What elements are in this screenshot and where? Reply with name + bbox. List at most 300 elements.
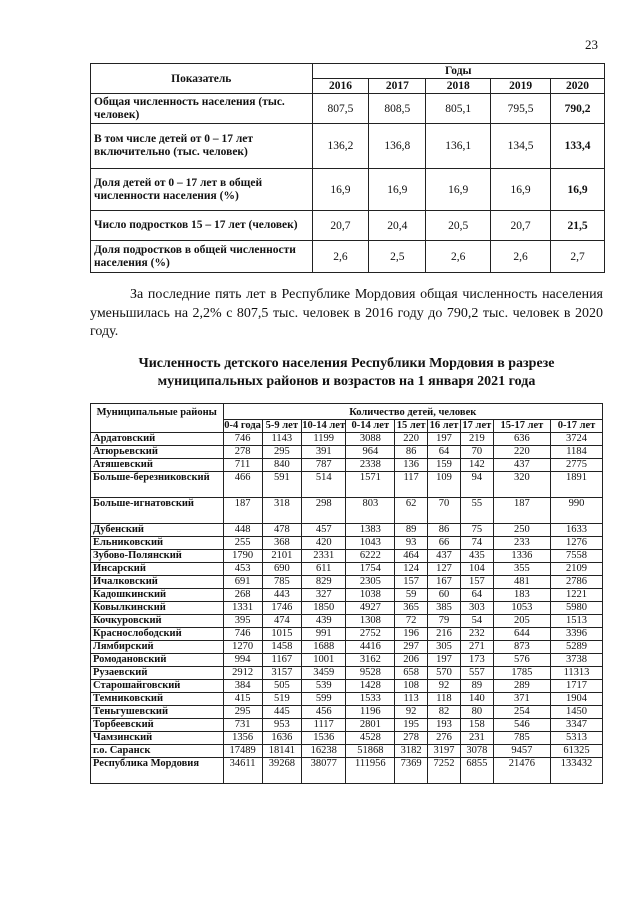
table-row	[91, 472, 603, 498]
age-header: 0-17 лет	[551, 420, 603, 433]
table-cell: 1533	[346, 693, 395, 706]
summary-text: За последние пять лет в Республике Мордовия общая численность населения уменьшилась на 2,2% с 807,5 тыс. человек в 2016 году до 790,2 тыс. человек в 2020 году.	[90, 287, 603, 339]
table-cell: 295	[262, 446, 301, 459]
table-cell: 318	[262, 498, 301, 524]
age-header: 17 лет	[460, 420, 493, 433]
table-cell: 21,5	[551, 211, 605, 241]
age-header: 15 лет	[395, 420, 428, 433]
children-population-table	[90, 403, 603, 784]
table-cell: 70	[428, 498, 461, 524]
table-cell: 254	[493, 706, 550, 719]
table-cell: 59	[395, 589, 428, 602]
table-cell: 38077	[301, 758, 346, 784]
table-cell: 1746	[262, 602, 301, 615]
table-cell: 193	[428, 719, 461, 732]
table-cell: 1636	[262, 732, 301, 745]
table-cell: 55	[460, 498, 493, 524]
table-cell: 453	[223, 563, 262, 576]
district-name: Рузаевский	[91, 667, 224, 680]
table-row	[91, 745, 603, 758]
table-cell: 297	[395, 641, 428, 654]
table-cell: 51868	[346, 745, 395, 758]
table-cell: 250	[493, 524, 550, 537]
table-cell: 2,6	[426, 241, 491, 273]
table-cell: 205	[493, 615, 550, 628]
table-cell: 16,9	[491, 169, 551, 211]
table-cell: 991	[301, 628, 346, 641]
table-cell: 576	[493, 654, 550, 667]
table-cell: 731	[223, 719, 262, 732]
table-cell: 9528	[346, 667, 395, 680]
table-cell: 1196	[346, 706, 395, 719]
table-row	[91, 524, 603, 537]
table-cell: 2,7	[551, 241, 605, 273]
table-cell: 3157	[262, 667, 301, 680]
table-cell: 54	[460, 615, 493, 628]
table-cell: 142	[460, 459, 493, 472]
table-cell: 1633	[551, 524, 603, 537]
table-cell: 365	[395, 602, 428, 615]
table-cell: 474	[262, 615, 301, 628]
table-cell: 2331	[301, 550, 346, 563]
table-cell: 591	[262, 472, 301, 498]
table-cell: 3182	[395, 745, 428, 758]
table-cell: 464	[395, 550, 428, 563]
table-cell: 1536	[301, 732, 346, 745]
table-cell: 89	[460, 680, 493, 693]
table-cell: 268	[223, 589, 262, 602]
table-cell: 785	[262, 576, 301, 589]
table-row	[91, 641, 603, 654]
table-cell: 3088	[346, 433, 395, 446]
table-cell: 7252	[428, 758, 461, 784]
table-cell: 108	[395, 680, 428, 693]
table-cell: 4416	[346, 641, 395, 654]
summary-paragraph	[90, 286, 603, 342]
table-cell: 1891	[551, 472, 603, 498]
table-cell: 1038	[346, 589, 395, 602]
district-name: Ичалковский	[91, 576, 224, 589]
table-cell: 3162	[346, 654, 395, 667]
district-name: г.о. Саранск	[91, 745, 224, 758]
row-label: Доля подростков в общей численности населения (%)	[91, 241, 313, 273]
district-name: Теньгушевский	[91, 706, 224, 719]
population-table	[90, 63, 605, 273]
table-cell: 62	[395, 498, 428, 524]
table-cell: 124	[395, 563, 428, 576]
table-cell: 795,5	[491, 94, 551, 124]
district-name: Дубенский	[91, 524, 224, 537]
table-cell: 303	[460, 602, 493, 615]
table-cell: 104	[460, 563, 493, 576]
table-cell: 220	[493, 446, 550, 459]
table-cell: 7558	[551, 550, 603, 563]
table-cell: 437	[493, 459, 550, 472]
table-cell: 195	[395, 719, 428, 732]
district-name: Ромодановский	[91, 654, 224, 667]
table-cell: 2109	[551, 563, 603, 576]
table-cell: 140	[460, 693, 493, 706]
table-cell: 990	[551, 498, 603, 524]
table-cell: 117	[395, 472, 428, 498]
table-cell: 395	[223, 615, 262, 628]
table-cell: 7369	[395, 758, 428, 784]
table-cell: 1785	[493, 667, 550, 680]
table-cell: 785	[493, 732, 550, 745]
row-label: В том числе детей от 0 – 17 лет включительно (тыс. человек)	[91, 124, 313, 169]
district-name: Ельниковский	[91, 537, 224, 550]
table-cell: 2,6	[312, 241, 369, 273]
table-cell: 2775	[551, 459, 603, 472]
table-cell: 34611	[223, 758, 262, 784]
table-row	[91, 446, 603, 459]
table-cell: 232	[460, 628, 493, 641]
table-cell: 658	[395, 667, 428, 680]
table-cell: 1043	[346, 537, 395, 550]
district-name: Больше-игнатовский	[91, 498, 224, 524]
table-row	[91, 433, 603, 446]
table-row	[91, 550, 603, 563]
table-row	[91, 615, 603, 628]
table-cell: 644	[493, 628, 550, 641]
table-cell: 157	[460, 576, 493, 589]
table-cell: 86	[395, 446, 428, 459]
table-cell: 2912	[223, 667, 262, 680]
table-cell: 457	[301, 524, 346, 537]
table-cell: 1428	[346, 680, 395, 693]
table-cell: 64	[428, 446, 461, 459]
table-cell: 159	[428, 459, 461, 472]
table-cell: 320	[493, 472, 550, 498]
table-cell: 6855	[460, 758, 493, 784]
table-cell: 803	[346, 498, 395, 524]
table-cell: 16,9	[312, 169, 369, 211]
table-cell: 437	[428, 550, 461, 563]
table-cell: 1184	[551, 446, 603, 459]
table-cell: 2752	[346, 628, 395, 641]
table-row	[91, 459, 603, 472]
year-header: 2018	[426, 79, 491, 94]
table-cell: 276	[428, 732, 461, 745]
table-cell: 278	[395, 732, 428, 745]
table-cell: 435	[460, 550, 493, 563]
table-row	[91, 706, 603, 719]
table-cell: 206	[395, 654, 428, 667]
table-cell: 271	[460, 641, 493, 654]
table-cell: 1308	[346, 615, 395, 628]
table-cell: 39268	[262, 758, 301, 784]
age-header: 5-9 лет	[262, 420, 301, 433]
table-cell: 1053	[493, 602, 550, 615]
table-row	[91, 563, 603, 576]
table-cell: 16238	[301, 745, 346, 758]
table-cell: 3396	[551, 628, 603, 641]
table-cell: 113	[395, 693, 428, 706]
table-cell: 5980	[551, 602, 603, 615]
table-cell: 420	[301, 537, 346, 550]
table-cell: 109	[428, 472, 461, 498]
table-cell: 9457	[493, 745, 550, 758]
district-name: Лямбирский	[91, 641, 224, 654]
year-header: 2019	[491, 79, 551, 94]
table-row	[91, 602, 603, 615]
header-years: Годы	[312, 64, 604, 79]
table-cell: 787	[301, 459, 346, 472]
table-cell: 20,4	[369, 211, 426, 241]
table-cell: 1383	[346, 524, 395, 537]
table-cell: 295	[223, 706, 262, 719]
table-cell: 216	[428, 628, 461, 641]
table-cell: 4528	[346, 732, 395, 745]
table-cell: 196	[395, 628, 428, 641]
table-cell: 829	[301, 576, 346, 589]
table-cell: 1356	[223, 732, 262, 745]
table-cell: 1015	[262, 628, 301, 641]
table-cell: 1450	[551, 706, 603, 719]
table-cell: 136,1	[426, 124, 491, 169]
table-row	[91, 693, 603, 706]
table-cell: 456	[301, 706, 346, 719]
table-cell: 514	[301, 472, 346, 498]
table-cell: 690	[262, 563, 301, 576]
table-cell: 220	[395, 433, 428, 446]
table-cell: 2338	[346, 459, 395, 472]
district-name: Атяшевский	[91, 459, 224, 472]
table-cell: 1754	[346, 563, 395, 576]
age-header: 10-14 лет	[302, 420, 346, 431]
table-cell: 18141	[262, 745, 301, 758]
table-cell: 790,2	[551, 94, 605, 124]
table-cell: 64	[460, 589, 493, 602]
table-cell: 439	[301, 615, 346, 628]
table-cell: 1336	[493, 550, 550, 563]
table-cell: 3459	[301, 667, 346, 680]
table-cell: 66	[428, 537, 461, 550]
table-cell: 173	[460, 654, 493, 667]
table-cell: 127	[428, 563, 461, 576]
table-cell: 187	[223, 498, 262, 524]
table-cell: 3078	[460, 745, 493, 758]
table-cell: 466	[223, 472, 262, 498]
table-cell: 61325	[551, 745, 603, 758]
table-cell: 133432	[551, 758, 603, 784]
header-child-count: Количество детей, человек	[223, 404, 603, 420]
table-cell: 60	[428, 589, 461, 602]
table-cell: 219	[460, 433, 493, 446]
table-cell: 92	[428, 680, 461, 693]
table-cell: 1199	[301, 433, 346, 446]
table-row	[91, 211, 605, 241]
row-label: Доля детей от 0 – 17 лет в общей численности населения (%)	[91, 169, 313, 211]
table-cell: 1143	[262, 433, 301, 446]
table-cell: 599	[301, 693, 346, 706]
table-cell: 2,5	[369, 241, 426, 273]
table-row	[91, 498, 603, 524]
header-districts: Муниципальные районы	[91, 404, 224, 433]
table-cell: 746	[223, 628, 262, 641]
header-indicator: Показатель	[91, 64, 313, 94]
table-cell: 231	[460, 732, 493, 745]
table-cell: 136	[395, 459, 428, 472]
district-name: Зубово-Полянский	[91, 550, 224, 563]
table-row	[91, 732, 603, 745]
table-row	[91, 169, 605, 211]
district-name: Чамзинский	[91, 732, 224, 745]
table-cell: 233	[493, 537, 550, 550]
table-cell: 808,5	[369, 94, 426, 124]
district-name: Старошайговский	[91, 680, 224, 693]
table-cell: 873	[493, 641, 550, 654]
table-row	[91, 576, 603, 589]
table-cell: 539	[301, 680, 346, 693]
table-cell: 3738	[551, 654, 603, 667]
table-cell: 6222	[346, 550, 395, 563]
table-cell: 11313	[551, 667, 603, 680]
table-cell: 133,4	[551, 124, 605, 169]
table-cell: 16,9	[426, 169, 491, 211]
table-cell: 289	[493, 680, 550, 693]
table-cell: 74	[460, 537, 493, 550]
table-cell: 3724	[551, 433, 603, 446]
table-cell: 197	[428, 654, 461, 667]
table-cell: 570	[428, 667, 461, 680]
table-cell: 305	[428, 641, 461, 654]
table-cell: 298	[301, 498, 346, 524]
table-row	[91, 589, 603, 602]
row-label: Общая численность населения (тыс. человек)	[91, 94, 313, 124]
table-cell: 840	[262, 459, 301, 472]
table-cell: 1331	[223, 602, 262, 615]
table-cell: 16,9	[369, 169, 426, 211]
table-cell: 1221	[551, 589, 603, 602]
table-cell: 371	[493, 693, 550, 706]
table-cell: 2,6	[491, 241, 551, 273]
table-cell: 415	[223, 693, 262, 706]
table-cell: 1513	[551, 615, 603, 628]
district-name: Кочкуровский	[91, 615, 224, 628]
row-label: Число подростков 15 – 17 лет (человек)	[91, 211, 313, 241]
table-row	[91, 654, 603, 667]
table-cell: 953	[262, 719, 301, 732]
table-cell: 636	[493, 433, 550, 446]
table-cell: 1167	[262, 654, 301, 667]
table-cell: 136,8	[369, 124, 426, 169]
table-cell: 1904	[551, 693, 603, 706]
table-cell: 327	[301, 589, 346, 602]
table-cell: 1001	[301, 654, 346, 667]
table-cell: 611	[301, 563, 346, 576]
table-cell: 21476	[493, 758, 550, 784]
table-cell: 546	[493, 719, 550, 732]
table-cell: 167	[428, 576, 461, 589]
district-name: Атюрьевский	[91, 446, 224, 459]
table-cell: 805,1	[426, 94, 491, 124]
district-name: Кадошкинский	[91, 589, 224, 602]
district-name: Темниковский	[91, 693, 224, 706]
table-cell: 1850	[301, 602, 346, 615]
table-cell: 136,2	[312, 124, 369, 169]
table-cell: 391	[301, 446, 346, 459]
year-header: 2017	[369, 79, 426, 94]
table-cell: 75	[460, 524, 493, 537]
table-cell: 1276	[551, 537, 603, 550]
table-cell: 183	[493, 589, 550, 602]
table-row	[91, 719, 603, 732]
table-cell: 445	[262, 706, 301, 719]
table-cell: 3347	[551, 719, 603, 732]
table-row	[91, 758, 603, 784]
table-cell: 20,7	[312, 211, 369, 241]
table-cell: 711	[223, 459, 262, 472]
table-row	[91, 124, 605, 169]
table-row	[91, 680, 603, 693]
table-cell: 20,7	[491, 211, 551, 241]
table-cell: 16,9	[551, 169, 605, 211]
table-cell: 111956	[346, 758, 395, 784]
table-cell: 443	[262, 589, 301, 602]
table-cell: 1270	[223, 641, 262, 654]
table-cell: 478	[262, 524, 301, 537]
table-cell: 70	[460, 446, 493, 459]
table-cell: 187	[493, 498, 550, 524]
table-cell: 368	[262, 537, 301, 550]
table-cell: 17489	[223, 745, 262, 758]
table-cell: 807,5	[312, 94, 369, 124]
table2-title: Численность детского населения Республики Мордовия в разрезе муниципальных районов и возрастов на 1 января 2021 года	[138, 356, 555, 389]
district-name: Ковылкинский	[91, 602, 224, 615]
page-number: 23	[585, 37, 598, 52]
age-header: 0-14 лет	[346, 420, 395, 433]
table-cell: 481	[493, 576, 550, 589]
table-cell: 1688	[301, 641, 346, 654]
table-cell: 691	[223, 576, 262, 589]
table-cell: 505	[262, 680, 301, 693]
table-row	[91, 241, 605, 273]
table-cell: 93	[395, 537, 428, 550]
table-cell: 158	[460, 719, 493, 732]
table-cell: 2786	[551, 576, 603, 589]
table-cell: 1458	[262, 641, 301, 654]
year-header: 2020	[551, 79, 605, 94]
table-cell: 80	[460, 706, 493, 719]
table-cell: 89	[395, 524, 428, 537]
table-cell: 964	[346, 446, 395, 459]
table-cell: 385	[428, 602, 461, 615]
table-cell: 94	[460, 472, 493, 498]
table-cell: 1790	[223, 550, 262, 563]
table-cell: 1117	[301, 719, 346, 732]
district-name: Инсарский	[91, 563, 224, 576]
table-row	[91, 667, 603, 680]
table-cell: 746	[223, 433, 262, 446]
table-row	[91, 537, 603, 550]
table-cell: 448	[223, 524, 262, 537]
table-cell: 2801	[346, 719, 395, 732]
district-name: Торбеевский	[91, 719, 224, 732]
table-cell: 384	[223, 680, 262, 693]
table-cell: 255	[223, 537, 262, 550]
table-cell: 557	[460, 667, 493, 680]
table-cell: 4927	[346, 602, 395, 615]
table-cell: 72	[395, 615, 428, 628]
table-cell: 86	[428, 524, 461, 537]
age-header: 15-17 лет	[493, 420, 550, 433]
table-cell: 157	[395, 576, 428, 589]
table-cell: 92	[395, 706, 428, 719]
table-cell: 5289	[551, 641, 603, 654]
table-cell: 5313	[551, 732, 603, 745]
table-cell: 118	[428, 693, 461, 706]
